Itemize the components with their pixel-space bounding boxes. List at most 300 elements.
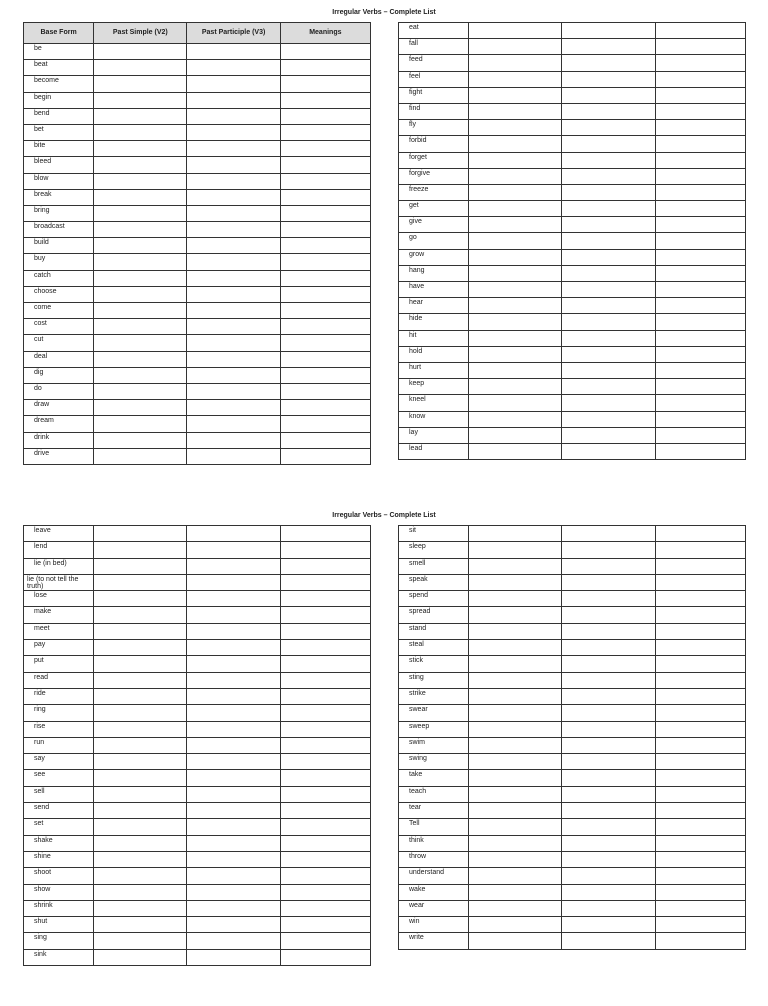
- past-simple-cell[interactable]: [94, 448, 187, 464]
- meanings-cell[interactable]: [655, 819, 745, 835]
- past-participle-cell[interactable]: [187, 416, 280, 432]
- past-simple-cell[interactable]: [469, 152, 562, 168]
- meanings-cell[interactable]: [655, 298, 745, 314]
- past-participle-cell[interactable]: [562, 526, 655, 542]
- past-participle-cell[interactable]: [562, 314, 655, 330]
- meanings-cell[interactable]: [655, 120, 745, 136]
- past-simple-cell[interactable]: [469, 362, 562, 378]
- past-simple-cell[interactable]: [469, 933, 562, 949]
- meanings-cell[interactable]: [280, 721, 370, 737]
- past-participle-cell[interactable]: [562, 282, 655, 298]
- past-simple-cell[interactable]: [469, 265, 562, 281]
- meanings-cell[interactable]: [280, 672, 370, 688]
- past-participle-cell[interactable]: [562, 868, 655, 884]
- past-simple-cell[interactable]: [94, 270, 187, 286]
- meanings-cell[interactable]: [280, 157, 370, 173]
- past-participle-cell[interactable]: [187, 76, 280, 92]
- meanings-cell[interactable]: [280, 900, 370, 916]
- meanings-cell[interactable]: [655, 249, 745, 265]
- meanings-cell[interactable]: [655, 933, 745, 949]
- past-participle-cell[interactable]: [562, 249, 655, 265]
- meanings-cell[interactable]: [280, 448, 370, 464]
- meanings-cell[interactable]: [655, 607, 745, 623]
- meanings-cell[interactable]: [655, 282, 745, 298]
- past-simple-cell[interactable]: [94, 335, 187, 351]
- past-simple-cell[interactable]: [94, 173, 187, 189]
- past-simple-cell[interactable]: [94, 721, 187, 737]
- meanings-cell[interactable]: [280, 835, 370, 851]
- past-simple-cell[interactable]: [94, 319, 187, 335]
- past-simple-cell[interactable]: [94, 542, 187, 558]
- past-simple-cell[interactable]: [469, 201, 562, 217]
- meanings-cell[interactable]: [655, 900, 745, 916]
- meanings-cell[interactable]: [280, 688, 370, 704]
- past-participle-cell[interactable]: [562, 103, 655, 119]
- past-participle-cell[interactable]: [187, 286, 280, 302]
- past-simple-cell[interactable]: [94, 44, 187, 60]
- meanings-cell[interactable]: [280, 416, 370, 432]
- meanings-cell[interactable]: [280, 933, 370, 949]
- meanings-cell[interactable]: [655, 427, 745, 443]
- past-simple-cell[interactable]: [94, 640, 187, 656]
- meanings-cell[interactable]: [655, 672, 745, 688]
- past-participle-cell[interactable]: [562, 884, 655, 900]
- meanings-cell[interactable]: [280, 367, 370, 383]
- meanings-cell[interactable]: [655, 23, 745, 39]
- past-participle-cell[interactable]: [562, 362, 655, 378]
- past-simple-cell[interactable]: [469, 574, 562, 590]
- meanings-cell[interactable]: [280, 819, 370, 835]
- meanings-cell[interactable]: [280, 254, 370, 270]
- past-simple-cell[interactable]: [94, 400, 187, 416]
- past-participle-cell[interactable]: [187, 335, 280, 351]
- past-participle-cell[interactable]: [562, 574, 655, 590]
- past-simple-cell[interactable]: [469, 770, 562, 786]
- past-participle-cell[interactable]: [562, 591, 655, 607]
- past-participle-cell[interactable]: [187, 157, 280, 173]
- past-participle-cell[interactable]: [187, 656, 280, 672]
- meanings-cell[interactable]: [655, 884, 745, 900]
- past-participle-cell[interactable]: [187, 124, 280, 140]
- past-participle-cell[interactable]: [562, 623, 655, 639]
- past-participle-cell[interactable]: [187, 367, 280, 383]
- past-participle-cell[interactable]: [187, 92, 280, 108]
- past-simple-cell[interactable]: [94, 286, 187, 302]
- past-simple-cell[interactable]: [469, 819, 562, 835]
- past-simple-cell[interactable]: [469, 184, 562, 200]
- past-simple-cell[interactable]: [94, 238, 187, 254]
- past-participle-cell[interactable]: [562, 640, 655, 656]
- past-simple-cell[interactable]: [469, 607, 562, 623]
- meanings-cell[interactable]: [655, 168, 745, 184]
- past-participle-cell[interactable]: [187, 173, 280, 189]
- past-simple-cell[interactable]: [94, 416, 187, 432]
- past-participle-cell[interactable]: [562, 786, 655, 802]
- past-simple-cell[interactable]: [469, 395, 562, 411]
- past-participle-cell[interactable]: [187, 900, 280, 916]
- past-simple-cell[interactable]: [94, 737, 187, 753]
- meanings-cell[interactable]: [655, 640, 745, 656]
- past-participle-cell[interactable]: [187, 949, 280, 965]
- past-participle-cell[interactable]: [187, 770, 280, 786]
- past-participle-cell[interactable]: [187, 542, 280, 558]
- past-participle-cell[interactable]: [187, 558, 280, 574]
- meanings-cell[interactable]: [280, 949, 370, 965]
- past-participle-cell[interactable]: [562, 233, 655, 249]
- past-participle-cell[interactable]: [187, 448, 280, 464]
- meanings-cell[interactable]: [280, 319, 370, 335]
- past-participle-cell[interactable]: [562, 411, 655, 427]
- past-participle-cell[interactable]: [562, 23, 655, 39]
- past-participle-cell[interactable]: [187, 526, 280, 542]
- past-simple-cell[interactable]: [469, 39, 562, 55]
- past-simple-cell[interactable]: [94, 205, 187, 221]
- past-simple-cell[interactable]: [94, 367, 187, 383]
- meanings-cell[interactable]: [655, 623, 745, 639]
- past-participle-cell[interactable]: [562, 379, 655, 395]
- meanings-cell[interactable]: [280, 737, 370, 753]
- past-participle-cell[interactable]: [562, 900, 655, 916]
- past-simple-cell[interactable]: [94, 900, 187, 916]
- past-simple-cell[interactable]: [94, 591, 187, 607]
- meanings-cell[interactable]: [655, 346, 745, 362]
- past-participle-cell[interactable]: [187, 108, 280, 124]
- past-simple-cell[interactable]: [469, 249, 562, 265]
- past-simple-cell[interactable]: [94, 526, 187, 542]
- past-simple-cell[interactable]: [94, 383, 187, 399]
- meanings-cell[interactable]: [655, 656, 745, 672]
- past-participle-cell[interactable]: [187, 189, 280, 205]
- past-participle-cell[interactable]: [187, 688, 280, 704]
- past-simple-cell[interactable]: [469, 427, 562, 443]
- past-participle-cell[interactable]: [562, 688, 655, 704]
- past-participle-cell[interactable]: [562, 656, 655, 672]
- past-participle-cell[interactable]: [562, 917, 655, 933]
- past-simple-cell[interactable]: [94, 558, 187, 574]
- past-participle-cell[interactable]: [562, 346, 655, 362]
- past-simple-cell[interactable]: [469, 851, 562, 867]
- past-simple-cell[interactable]: [469, 640, 562, 656]
- past-participle-cell[interactable]: [562, 152, 655, 168]
- meanings-cell[interactable]: [280, 383, 370, 399]
- meanings-cell[interactable]: [280, 400, 370, 416]
- meanings-cell[interactable]: [655, 803, 745, 819]
- past-simple-cell[interactable]: [94, 835, 187, 851]
- past-simple-cell[interactable]: [94, 884, 187, 900]
- past-simple-cell[interactable]: [469, 330, 562, 346]
- meanings-cell[interactable]: [280, 335, 370, 351]
- past-simple-cell[interactable]: [94, 803, 187, 819]
- meanings-cell[interactable]: [655, 265, 745, 281]
- meanings-cell[interactable]: [655, 55, 745, 71]
- meanings-cell[interactable]: [280, 607, 370, 623]
- past-simple-cell[interactable]: [469, 103, 562, 119]
- meanings-cell[interactable]: [280, 705, 370, 721]
- meanings-cell[interactable]: [655, 201, 745, 217]
- meanings-cell[interactable]: [655, 233, 745, 249]
- meanings-cell[interactable]: [280, 92, 370, 108]
- meanings-cell[interactable]: [280, 803, 370, 819]
- meanings-cell[interactable]: [655, 917, 745, 933]
- past-simple-cell[interactable]: [94, 124, 187, 140]
- past-participle-cell[interactable]: [187, 933, 280, 949]
- past-simple-cell[interactable]: [94, 705, 187, 721]
- past-participle-cell[interactable]: [187, 400, 280, 416]
- past-participle-cell[interactable]: [187, 851, 280, 867]
- past-simple-cell[interactable]: [94, 108, 187, 124]
- meanings-cell[interactable]: [280, 851, 370, 867]
- meanings-cell[interactable]: [280, 432, 370, 448]
- past-simple-cell[interactable]: [94, 819, 187, 835]
- meanings-cell[interactable]: [655, 136, 745, 152]
- meanings-cell[interactable]: [655, 379, 745, 395]
- past-participle-cell[interactable]: [187, 238, 280, 254]
- meanings-cell[interactable]: [280, 44, 370, 60]
- meanings-cell[interactable]: [280, 786, 370, 802]
- past-participle-cell[interactable]: [187, 270, 280, 286]
- past-participle-cell[interactable]: [562, 705, 655, 721]
- past-simple-cell[interactable]: [94, 754, 187, 770]
- past-participle-cell[interactable]: [562, 721, 655, 737]
- past-participle-cell[interactable]: [562, 87, 655, 103]
- past-simple-cell[interactable]: [469, 737, 562, 753]
- past-participle-cell[interactable]: [562, 443, 655, 459]
- meanings-cell[interactable]: [655, 103, 745, 119]
- past-participle-cell[interactable]: [187, 383, 280, 399]
- meanings-cell[interactable]: [655, 721, 745, 737]
- past-simple-cell[interactable]: [469, 282, 562, 298]
- past-participle-cell[interactable]: [187, 591, 280, 607]
- meanings-cell[interactable]: [280, 238, 370, 254]
- past-participle-cell[interactable]: [187, 574, 280, 590]
- past-participle-cell[interactable]: [187, 432, 280, 448]
- meanings-cell[interactable]: [280, 286, 370, 302]
- past-participle-cell[interactable]: [187, 60, 280, 76]
- past-simple-cell[interactable]: [469, 526, 562, 542]
- past-participle-cell[interactable]: [562, 184, 655, 200]
- past-participle-cell[interactable]: [562, 803, 655, 819]
- past-simple-cell[interactable]: [469, 754, 562, 770]
- past-simple-cell[interactable]: [94, 933, 187, 949]
- past-simple-cell[interactable]: [94, 157, 187, 173]
- past-participle-cell[interactable]: [562, 427, 655, 443]
- meanings-cell[interactable]: [280, 591, 370, 607]
- past-participle-cell[interactable]: [562, 558, 655, 574]
- past-participle-cell[interactable]: [187, 819, 280, 835]
- past-simple-cell[interactable]: [94, 656, 187, 672]
- past-simple-cell[interactable]: [469, 688, 562, 704]
- past-participle-cell[interactable]: [562, 55, 655, 71]
- past-participle-cell[interactable]: [187, 868, 280, 884]
- meanings-cell[interactable]: [655, 770, 745, 786]
- past-participle-cell[interactable]: [187, 803, 280, 819]
- past-participle-cell[interactable]: [562, 737, 655, 753]
- past-simple-cell[interactable]: [94, 607, 187, 623]
- past-participle-cell[interactable]: [187, 141, 280, 157]
- past-simple-cell[interactable]: [469, 136, 562, 152]
- meanings-cell[interactable]: [655, 558, 745, 574]
- past-simple-cell[interactable]: [469, 314, 562, 330]
- past-participle-cell[interactable]: [562, 330, 655, 346]
- past-participle-cell[interactable]: [562, 120, 655, 136]
- meanings-cell[interactable]: [280, 623, 370, 639]
- meanings-cell[interactable]: [655, 184, 745, 200]
- past-simple-cell[interactable]: [469, 868, 562, 884]
- past-simple-cell[interactable]: [469, 786, 562, 802]
- past-participle-cell[interactable]: [562, 933, 655, 949]
- meanings-cell[interactable]: [655, 574, 745, 590]
- meanings-cell[interactable]: [655, 737, 745, 753]
- past-participle-cell[interactable]: [187, 737, 280, 753]
- past-participle-cell[interactable]: [562, 395, 655, 411]
- past-participle-cell[interactable]: [187, 917, 280, 933]
- past-participle-cell[interactable]: [562, 851, 655, 867]
- meanings-cell[interactable]: [655, 411, 745, 427]
- past-participle-cell[interactable]: [562, 265, 655, 281]
- past-simple-cell[interactable]: [469, 721, 562, 737]
- meanings-cell[interactable]: [655, 851, 745, 867]
- past-simple-cell[interactable]: [469, 835, 562, 851]
- past-simple-cell[interactable]: [469, 558, 562, 574]
- meanings-cell[interactable]: [655, 754, 745, 770]
- past-simple-cell[interactable]: [94, 141, 187, 157]
- past-simple-cell[interactable]: [469, 803, 562, 819]
- meanings-cell[interactable]: [280, 656, 370, 672]
- past-participle-cell[interactable]: [562, 835, 655, 851]
- meanings-cell[interactable]: [280, 574, 370, 590]
- past-participle-cell[interactable]: [562, 607, 655, 623]
- past-simple-cell[interactable]: [469, 379, 562, 395]
- meanings-cell[interactable]: [655, 39, 745, 55]
- past-simple-cell[interactable]: [94, 851, 187, 867]
- past-participle-cell[interactable]: [187, 672, 280, 688]
- past-simple-cell[interactable]: [94, 672, 187, 688]
- meanings-cell[interactable]: [655, 314, 745, 330]
- past-simple-cell[interactable]: [469, 542, 562, 558]
- past-participle-cell[interactable]: [187, 351, 280, 367]
- past-participle-cell[interactable]: [562, 39, 655, 55]
- meanings-cell[interactable]: [655, 688, 745, 704]
- past-simple-cell[interactable]: [469, 87, 562, 103]
- past-simple-cell[interactable]: [94, 786, 187, 802]
- past-simple-cell[interactable]: [94, 949, 187, 965]
- past-simple-cell[interactable]: [94, 770, 187, 786]
- meanings-cell[interactable]: [655, 362, 745, 378]
- meanings-cell[interactable]: [655, 705, 745, 721]
- meanings-cell[interactable]: [280, 754, 370, 770]
- meanings-cell[interactable]: [280, 351, 370, 367]
- past-simple-cell[interactable]: [469, 233, 562, 249]
- meanings-cell[interactable]: [280, 526, 370, 542]
- past-simple-cell[interactable]: [94, 222, 187, 238]
- past-participle-cell[interactable]: [562, 298, 655, 314]
- past-participle-cell[interactable]: [187, 222, 280, 238]
- meanings-cell[interactable]: [280, 189, 370, 205]
- meanings-cell[interactable]: [655, 87, 745, 103]
- meanings-cell[interactable]: [280, 542, 370, 558]
- past-participle-cell[interactable]: [562, 542, 655, 558]
- meanings-cell[interactable]: [280, 270, 370, 286]
- past-simple-cell[interactable]: [94, 303, 187, 319]
- past-simple-cell[interactable]: [469, 705, 562, 721]
- past-participle-cell[interactable]: [562, 672, 655, 688]
- past-simple-cell[interactable]: [469, 168, 562, 184]
- past-simple-cell[interactable]: [94, 574, 187, 590]
- past-participle-cell[interactable]: [187, 786, 280, 802]
- past-simple-cell[interactable]: [469, 411, 562, 427]
- past-simple-cell[interactable]: [94, 189, 187, 205]
- meanings-cell[interactable]: [655, 395, 745, 411]
- past-simple-cell[interactable]: [469, 55, 562, 71]
- past-simple-cell[interactable]: [469, 656, 562, 672]
- past-simple-cell[interactable]: [94, 60, 187, 76]
- past-participle-cell[interactable]: [187, 835, 280, 851]
- past-simple-cell[interactable]: [469, 884, 562, 900]
- past-participle-cell[interactable]: [187, 623, 280, 639]
- past-participle-cell[interactable]: [562, 136, 655, 152]
- past-participle-cell[interactable]: [562, 754, 655, 770]
- meanings-cell[interactable]: [280, 108, 370, 124]
- past-simple-cell[interactable]: [469, 623, 562, 639]
- meanings-cell[interactable]: [655, 152, 745, 168]
- meanings-cell[interactable]: [655, 71, 745, 87]
- past-participle-cell[interactable]: [187, 319, 280, 335]
- past-simple-cell[interactable]: [94, 76, 187, 92]
- meanings-cell[interactable]: [280, 60, 370, 76]
- meanings-cell[interactable]: [280, 124, 370, 140]
- meanings-cell[interactable]: [280, 303, 370, 319]
- meanings-cell[interactable]: [280, 173, 370, 189]
- meanings-cell[interactable]: [655, 542, 745, 558]
- past-participle-cell[interactable]: [187, 205, 280, 221]
- past-simple-cell[interactable]: [94, 623, 187, 639]
- past-simple-cell[interactable]: [469, 591, 562, 607]
- meanings-cell[interactable]: [655, 786, 745, 802]
- past-participle-cell[interactable]: [187, 705, 280, 721]
- past-simple-cell[interactable]: [469, 71, 562, 87]
- past-participle-cell[interactable]: [562, 201, 655, 217]
- meanings-cell[interactable]: [280, 76, 370, 92]
- past-participle-cell[interactable]: [187, 884, 280, 900]
- meanings-cell[interactable]: [280, 558, 370, 574]
- meanings-cell[interactable]: [280, 141, 370, 157]
- past-simple-cell[interactable]: [94, 92, 187, 108]
- past-simple-cell[interactable]: [469, 900, 562, 916]
- meanings-cell[interactable]: [655, 330, 745, 346]
- past-simple-cell[interactable]: [469, 298, 562, 314]
- past-participle-cell[interactable]: [187, 607, 280, 623]
- past-participle-cell[interactable]: [187, 44, 280, 60]
- past-participle-cell[interactable]: [187, 640, 280, 656]
- meanings-cell[interactable]: [280, 640, 370, 656]
- meanings-cell[interactable]: [280, 222, 370, 238]
- past-participle-cell[interactable]: [562, 168, 655, 184]
- past-simple-cell[interactable]: [469, 443, 562, 459]
- meanings-cell[interactable]: [655, 591, 745, 607]
- past-simple-cell[interactable]: [469, 23, 562, 39]
- past-participle-cell[interactable]: [562, 71, 655, 87]
- past-simple-cell[interactable]: [94, 688, 187, 704]
- past-participle-cell[interactable]: [562, 819, 655, 835]
- past-participle-cell[interactable]: [562, 770, 655, 786]
- past-simple-cell[interactable]: [94, 254, 187, 270]
- past-simple-cell[interactable]: [94, 351, 187, 367]
- meanings-cell[interactable]: [655, 868, 745, 884]
- meanings-cell[interactable]: [280, 868, 370, 884]
- meanings-cell[interactable]: [280, 770, 370, 786]
- meanings-cell[interactable]: [280, 205, 370, 221]
- past-participle-cell[interactable]: [187, 254, 280, 270]
